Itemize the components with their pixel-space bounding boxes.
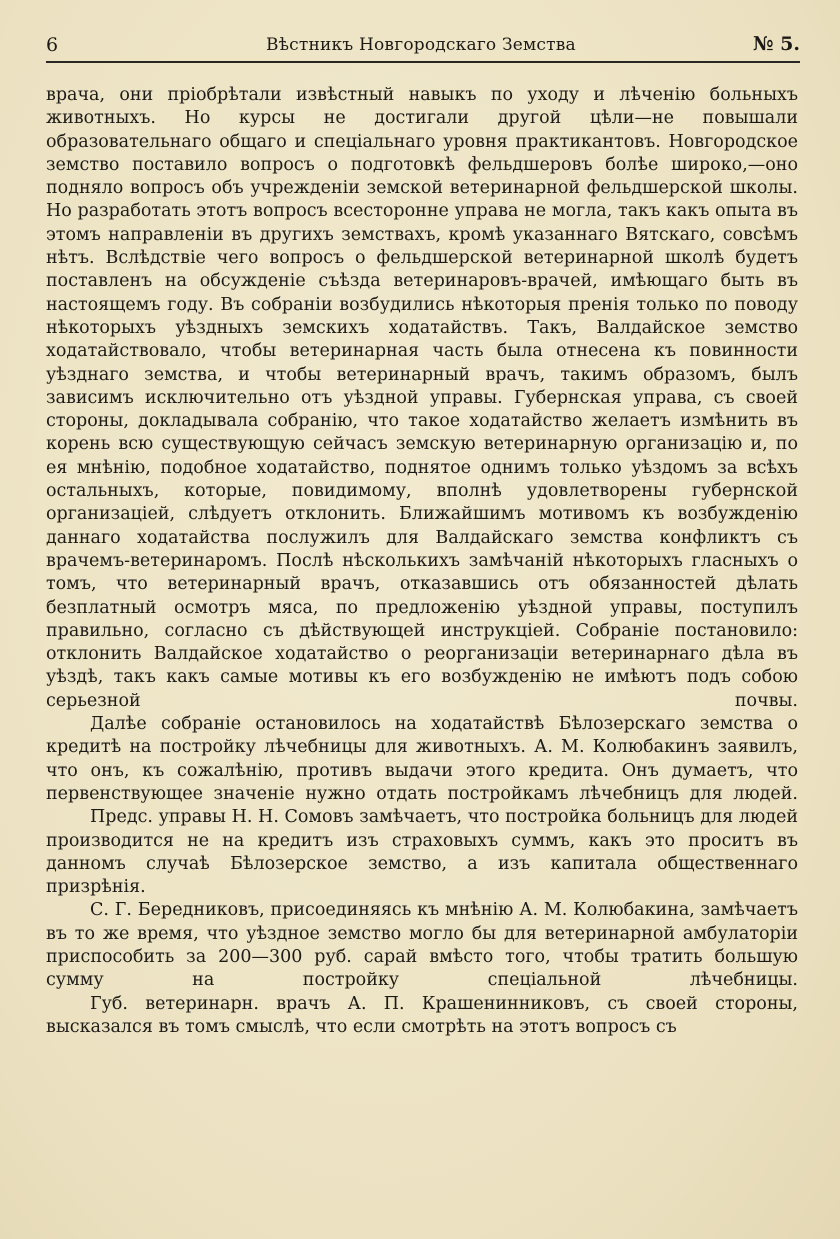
header-rule bbox=[46, 61, 800, 63]
paragraph-1: врача, они пріобрѣтали извѣстный навыкъ по уходу и лѣченію больныхъ животныхъ. Но курсы не достигали другой цѣли—не повышали образовательнаго общаго и спеціальнаго уровня практикантовъ. Новгородское земство поставило вопросъ о подготовкѣ фельдшеровъ болѣе широко,—оно подняло вопросъ объ учрежденіи земской ветеринарной фельдшерской школы. Но разработать этотъ вопросъ всесторонне управа не могла, такъ какъ опыта въ этомъ направленіи въ другихъ земствахъ, кромѣ указаннаго Вятскаго, совсѣмъ нѣтъ. Вслѣдствіе чего вопросъ о фельдшерской ветеринарной школѣ будетъ поставленъ на обсужденіе съѣзда ветеринаровъ-врачей, имѣющаго быть въ настоящемъ году. Въ собраніи возбудились нѣкоторыя пренія только по поводу нѣкоторыхъ уѣздныхъ земскихъ ходатайствъ. Такъ, Валдайское земство ходатайствовало, чтобы ветеринарная часть была отнесена къ повинности уѣзднаго земства, и чтобы ветеринарный врачъ, такимъ образомъ, былъ зависимъ исключительно отъ уѣздной управы. Губернская управа, съ своей стороны, докладывала собранію, что такое ходатайство желаетъ измѣнить въ корень всю существующую сейчасъ земскую ветеринарную организацію и, по ея мнѣнію, подобное ходатайство, поднятое однимъ только уѣздомъ за всѣхъ остальныхъ, которые, повидимому, вполнѣ удовлетворены губернской организаціей, слѣдуетъ отклонить. Ближайшимъ мотивомъ къ возбужденію даннаго ходатайства послужилъ для Валдайскаго земства конфликтъ съ врачемъ-ветеринаромъ. Послѣ нѣсколькихъ замѣчаній нѣкоторыхъ гласныхъ о томъ, что ветеринарный врачъ, отказавшись отъ обязанностей дѣлать безплатный осмотръ мяса, по предложенію уѣздной управы, поступилъ правильно, согласно съ дѣйствующей инструкціей. Собраніе постановило: отклонить Валдайское ходатайство о реорганизаціи ветеринарнаго дѣла въ уѣздѣ, такъ какъ самые мотивы къ его возбужденію не имѣютъ подъ собою серьезной почвы. bbox=[46, 85, 798, 711]
page-number: 6 bbox=[46, 34, 59, 56]
paragraph-3: Предс. управы Н. Н. Сомовъ замѣчаетъ, что постройка больницъ для людей производится не на кредитъ изъ страховыхъ суммъ, какъ это проситъ въ данномъ случаѣ Бѣлозерское земство, а изъ капитала общественнаго призрѣнія. bbox=[46, 807, 798, 898]
paragraph-2: Далѣе собраніе остановилось на ходатайствѣ Бѣлозерскаго земства о кредитѣ на постройку лѣчебницы для животныхъ. А. М. Колюбакинъ заявилъ, что онъ, къ сожалѣнію, противъ выдачи этого кредита. Онъ думаетъ, что первенствующее значеніе нужно отдать постройкамъ лѣчебницъ для людей. bbox=[46, 714, 798, 804]
running-header bbox=[46, 30, 800, 62]
paragraph-4: С. Г. Бередниковъ, присоединяясь къ мнѣнію А. М. Колюбакина, замѣчаетъ въ то же время, что уѣздное земство могло бы для ветеринарной амбулаторіи приспособить за 200—300 руб. сарай вмѣсто того, чтобы тратить большую сумму на постройку спеціальной лѣчебницы. bbox=[46, 900, 798, 991]
issue-number: № 5. bbox=[752, 33, 800, 55]
paragraph-5: Губ. ветеринарн. врачъ А. П. Крашенинниковъ, съ своей стороны, высказался въ томъ смыслѣ, что если смотрѣть на этотъ вопросъ съ bbox=[46, 993, 798, 1037]
body-text bbox=[46, 84, 798, 1039]
journal-title: Вѣстникъ Новгородскаго Земства bbox=[266, 35, 576, 55]
